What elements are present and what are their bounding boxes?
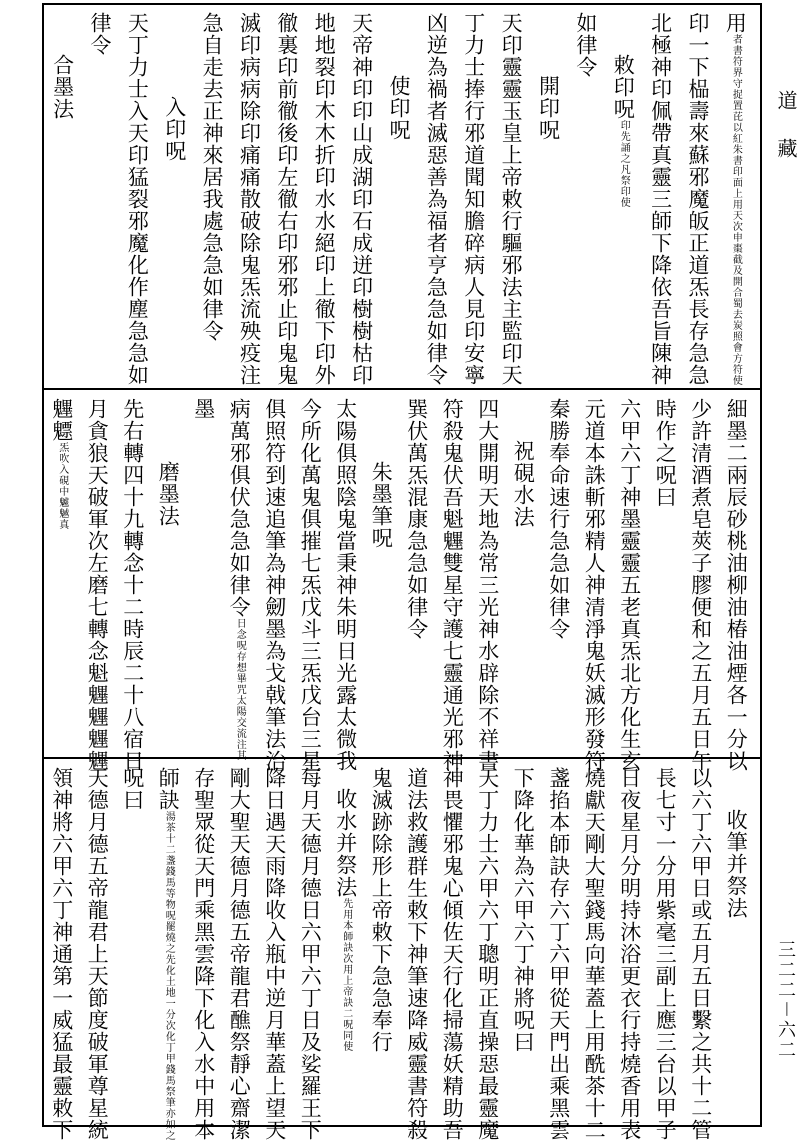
column-text: 元道本誅斬邪精人神清淨鬼妖滅形發符: [582, 398, 607, 772]
text-column: [530, 8, 566, 141]
text-column: [115, 394, 151, 772]
column-text: 符殺鬼伏吾魁魓雙星守護七靈通光邪神: [440, 398, 465, 772]
text-column: [612, 763, 648, 1141]
column-text: 入印呪: [162, 96, 187, 162]
text-column: [44, 394, 80, 530]
text-column: [683, 394, 719, 772]
text-column: [434, 763, 470, 1141]
column-text: 律令: [88, 12, 113, 56]
column-text: 祝硯水法: [511, 440, 536, 528]
text-column: [541, 394, 577, 640]
column-text: 凶逆為禍者滅惡善為福者亨急急如律令: [424, 12, 449, 386]
text-column: [718, 763, 754, 919]
column-text: 下降化華為六甲六丁神將呪曰: [511, 767, 536, 1053]
panel-middle: [44, 394, 760, 772]
annotation-note: 印先誦之凡祭印使: [618, 120, 630, 208]
text-column: [718, 394, 754, 772]
text-column: [306, 8, 342, 386]
text-column: [79, 394, 115, 772]
column-text: 細墨二兩辰砂桃油柳油椿油煙各一分以: [724, 398, 749, 772]
annotation-note: 日念呪存想畢咒太陽交流注其: [234, 618, 246, 761]
annotation-note: 先用本師訣次用上帝訣二呪同使: [340, 898, 352, 1052]
column-text: 北極神印佩帶真靈三師下降依吾旨陳神: [648, 12, 673, 386]
column-text: 急自走去正神來居我處急急如律令: [200, 12, 225, 342]
column-text: 滅印病病除印痛痛散破除鬼炁流殃疫注: [237, 12, 262, 386]
text-column: [643, 8, 679, 386]
column-text: 用: [723, 12, 748, 34]
column-text: 天德月德五帝龍君上天節度破軍尊星統: [85, 767, 110, 1141]
column-text: 呪曰: [120, 767, 145, 811]
column-text: 四大開明天地為常三光神水辟除不祥書: [475, 398, 500, 772]
text-column: [399, 394, 435, 640]
annotation-note: 炁吹入硯中魖魊真: [56, 442, 68, 530]
text-column: [221, 394, 257, 761]
annotation-note: 者書符界守捉置芘以紅朱書印面上用天次申棗截及開合蜀去炭照會方符使: [730, 34, 742, 386]
text-column: [363, 394, 399, 549]
text-column: [456, 8, 492, 386]
text-column: [683, 763, 719, 1141]
text-column: [381, 8, 417, 141]
column-text: 每月天德月德日六甲六丁日及娑羅王下: [298, 767, 323, 1141]
column-text: 剛大聖天德月德五帝龍君醮祭靜心齋潔: [227, 767, 252, 1141]
text-column: [328, 763, 364, 1052]
column-text: 長七寸一分用紫毫三副上應三台以甲子: [653, 767, 678, 1141]
text-column: [194, 8, 230, 342]
text-column: [186, 394, 222, 420]
text-column: [45, 8, 81, 120]
panel-bottom: [44, 763, 760, 1141]
text-column: [568, 8, 604, 78]
text-column: [612, 394, 648, 772]
column-text: 盞掐本師訣存六丁六甲從天門出乘黑雲: [546, 767, 571, 1141]
column-text: 魓魒: [49, 398, 74, 442]
text-column: [150, 763, 186, 1141]
text-column: [292, 763, 328, 1141]
column-text: 徹裏印前徹後印左徹右印邪邪止印鬼鬼: [274, 12, 299, 386]
annotation-note: 湯茶十二盞錢馬等物呪罷燒之先化土地一分次化丁甲錢馬祭筆亦如之: [163, 811, 175, 1141]
column-text: 日夜星月分明持沐浴更衣行持燒香用表: [617, 767, 642, 1141]
text-column: [541, 763, 577, 1141]
text-column: [232, 8, 268, 386]
text-column: [257, 763, 293, 1141]
text-column: [79, 763, 115, 1141]
column-text: 鬼滅跡除形上帝敕下急急奉行: [369, 767, 394, 1053]
column-text: 神畏懼邪鬼心傾佐天行化掃蕩妖精助吾: [440, 767, 465, 1141]
column-text: 今所化萬鬼俱摧七炁戊斗三炁戊台三星: [298, 398, 323, 772]
column-text: 少許清酒煮皂莢子膠便和之五月五日午: [688, 398, 713, 772]
column-text: 墨: [191, 398, 216, 420]
text-column: [576, 394, 612, 772]
text-column: [680, 8, 716, 386]
text-column: [221, 763, 257, 1141]
text-column: [717, 8, 753, 386]
column-text: 太陽俱照陰鬼當秉神朱明日光露太微我: [333, 398, 358, 772]
margin-title: 道 藏: [774, 90, 798, 162]
column-text: 收筆并祭法: [724, 809, 749, 919]
column-text: 開印呪: [536, 75, 561, 141]
text-column: [493, 8, 529, 386]
column-text: 天印靈靈玉皇上帝敕行驅邪法主監印天: [499, 12, 524, 386]
text-column: [434, 394, 470, 772]
column-text: 巽伏萬炁混康急急如律令: [404, 398, 429, 640]
column-text: 病萬邪俱伏急急如律令: [227, 398, 252, 618]
column-text: 丁力士捧行邪道聞知膽碎病人見印安寧: [461, 12, 486, 386]
text-column: [119, 8, 155, 386]
panel-divider-top: [42, 388, 762, 390]
text-column: [605, 8, 641, 208]
column-text: 降日遇天雨降收入瓶中逆月華蓋上望天: [262, 767, 287, 1141]
text-column: [647, 763, 683, 1141]
text-column: [186, 763, 222, 1141]
column-text: 先右轉四十九轉念十二時辰二十八宿日: [120, 398, 145, 772]
column-text: 天丁力士六甲六丁聰明正直操惡最靈魔: [475, 767, 500, 1141]
column-text: 使印呪: [387, 75, 411, 141]
text-column: [505, 394, 541, 528]
text-column: [344, 8, 380, 386]
column-text: 磨墨法: [156, 461, 181, 527]
text-column: [418, 8, 454, 386]
text-column: [157, 8, 193, 162]
column-text: 天帝神印印山成湖印石成迸印樹樹枯印: [349, 12, 374, 386]
column-text: 如律令: [573, 12, 598, 78]
text-column: [82, 8, 118, 56]
column-text: 師訣: [156, 767, 181, 811]
column-text: 領神將六甲六丁神通第一威猛最靈敕下: [49, 767, 74, 1141]
column-text: 俱照符到速追筆為神劒墨為戈戟筆法治: [262, 398, 287, 772]
text-column: [269, 8, 305, 386]
text-column: [292, 394, 328, 772]
column-text: 存聖眾從天門乘黑雲降下化入水中用本: [191, 767, 216, 1141]
text-column: [115, 763, 151, 811]
column-text: 敕印呪: [611, 54, 636, 120]
text-column: [647, 394, 683, 508]
column-text: 印一下榀壽來蘇邪魔皈正道炁長存急急: [685, 12, 710, 386]
text-column: [576, 763, 612, 1141]
text-column: [505, 763, 541, 1053]
margin-page-number: 三二二－六二: [775, 940, 796, 1060]
text-column: [470, 763, 506, 1141]
column-text: 天丁力士入天印猛裂邪魔化作塵急急如: [125, 12, 150, 386]
column-text: 合墨法: [50, 54, 75, 120]
column-text: 月貪狼天破軍次左磨七轉念魁魓魓魓魓: [85, 398, 110, 772]
column-text: 秦勝奉命速行急急如律令: [546, 398, 571, 640]
column-text: 六甲六丁神墨靈靈五老真炁北方化生玄: [617, 398, 642, 772]
column-text: 朱墨筆呪: [369, 461, 394, 549]
column-text: 以六丁六甲日或五月五日繫之共十二管: [688, 767, 713, 1141]
column-text: 燒獻天剛大聖錢馬向華蓋上用酰茶十二: [582, 767, 607, 1141]
text-column: [328, 394, 364, 772]
text-column: [363, 763, 399, 1053]
column-text: 地地裂印木木折印水水絕印上徹下印外: [312, 12, 337, 386]
column-text: 時作之呪曰: [653, 398, 678, 508]
column-text: 道法救護群生敕下神筆速降威靈書符殺: [404, 767, 429, 1141]
text-column: [470, 394, 506, 772]
text-column: [44, 763, 80, 1141]
text-column: [150, 394, 186, 527]
text-column: [257, 394, 293, 772]
panel-top: [44, 8, 760, 386]
text-column: [399, 763, 435, 1141]
column-text: 收水并祭法: [333, 788, 358, 898]
